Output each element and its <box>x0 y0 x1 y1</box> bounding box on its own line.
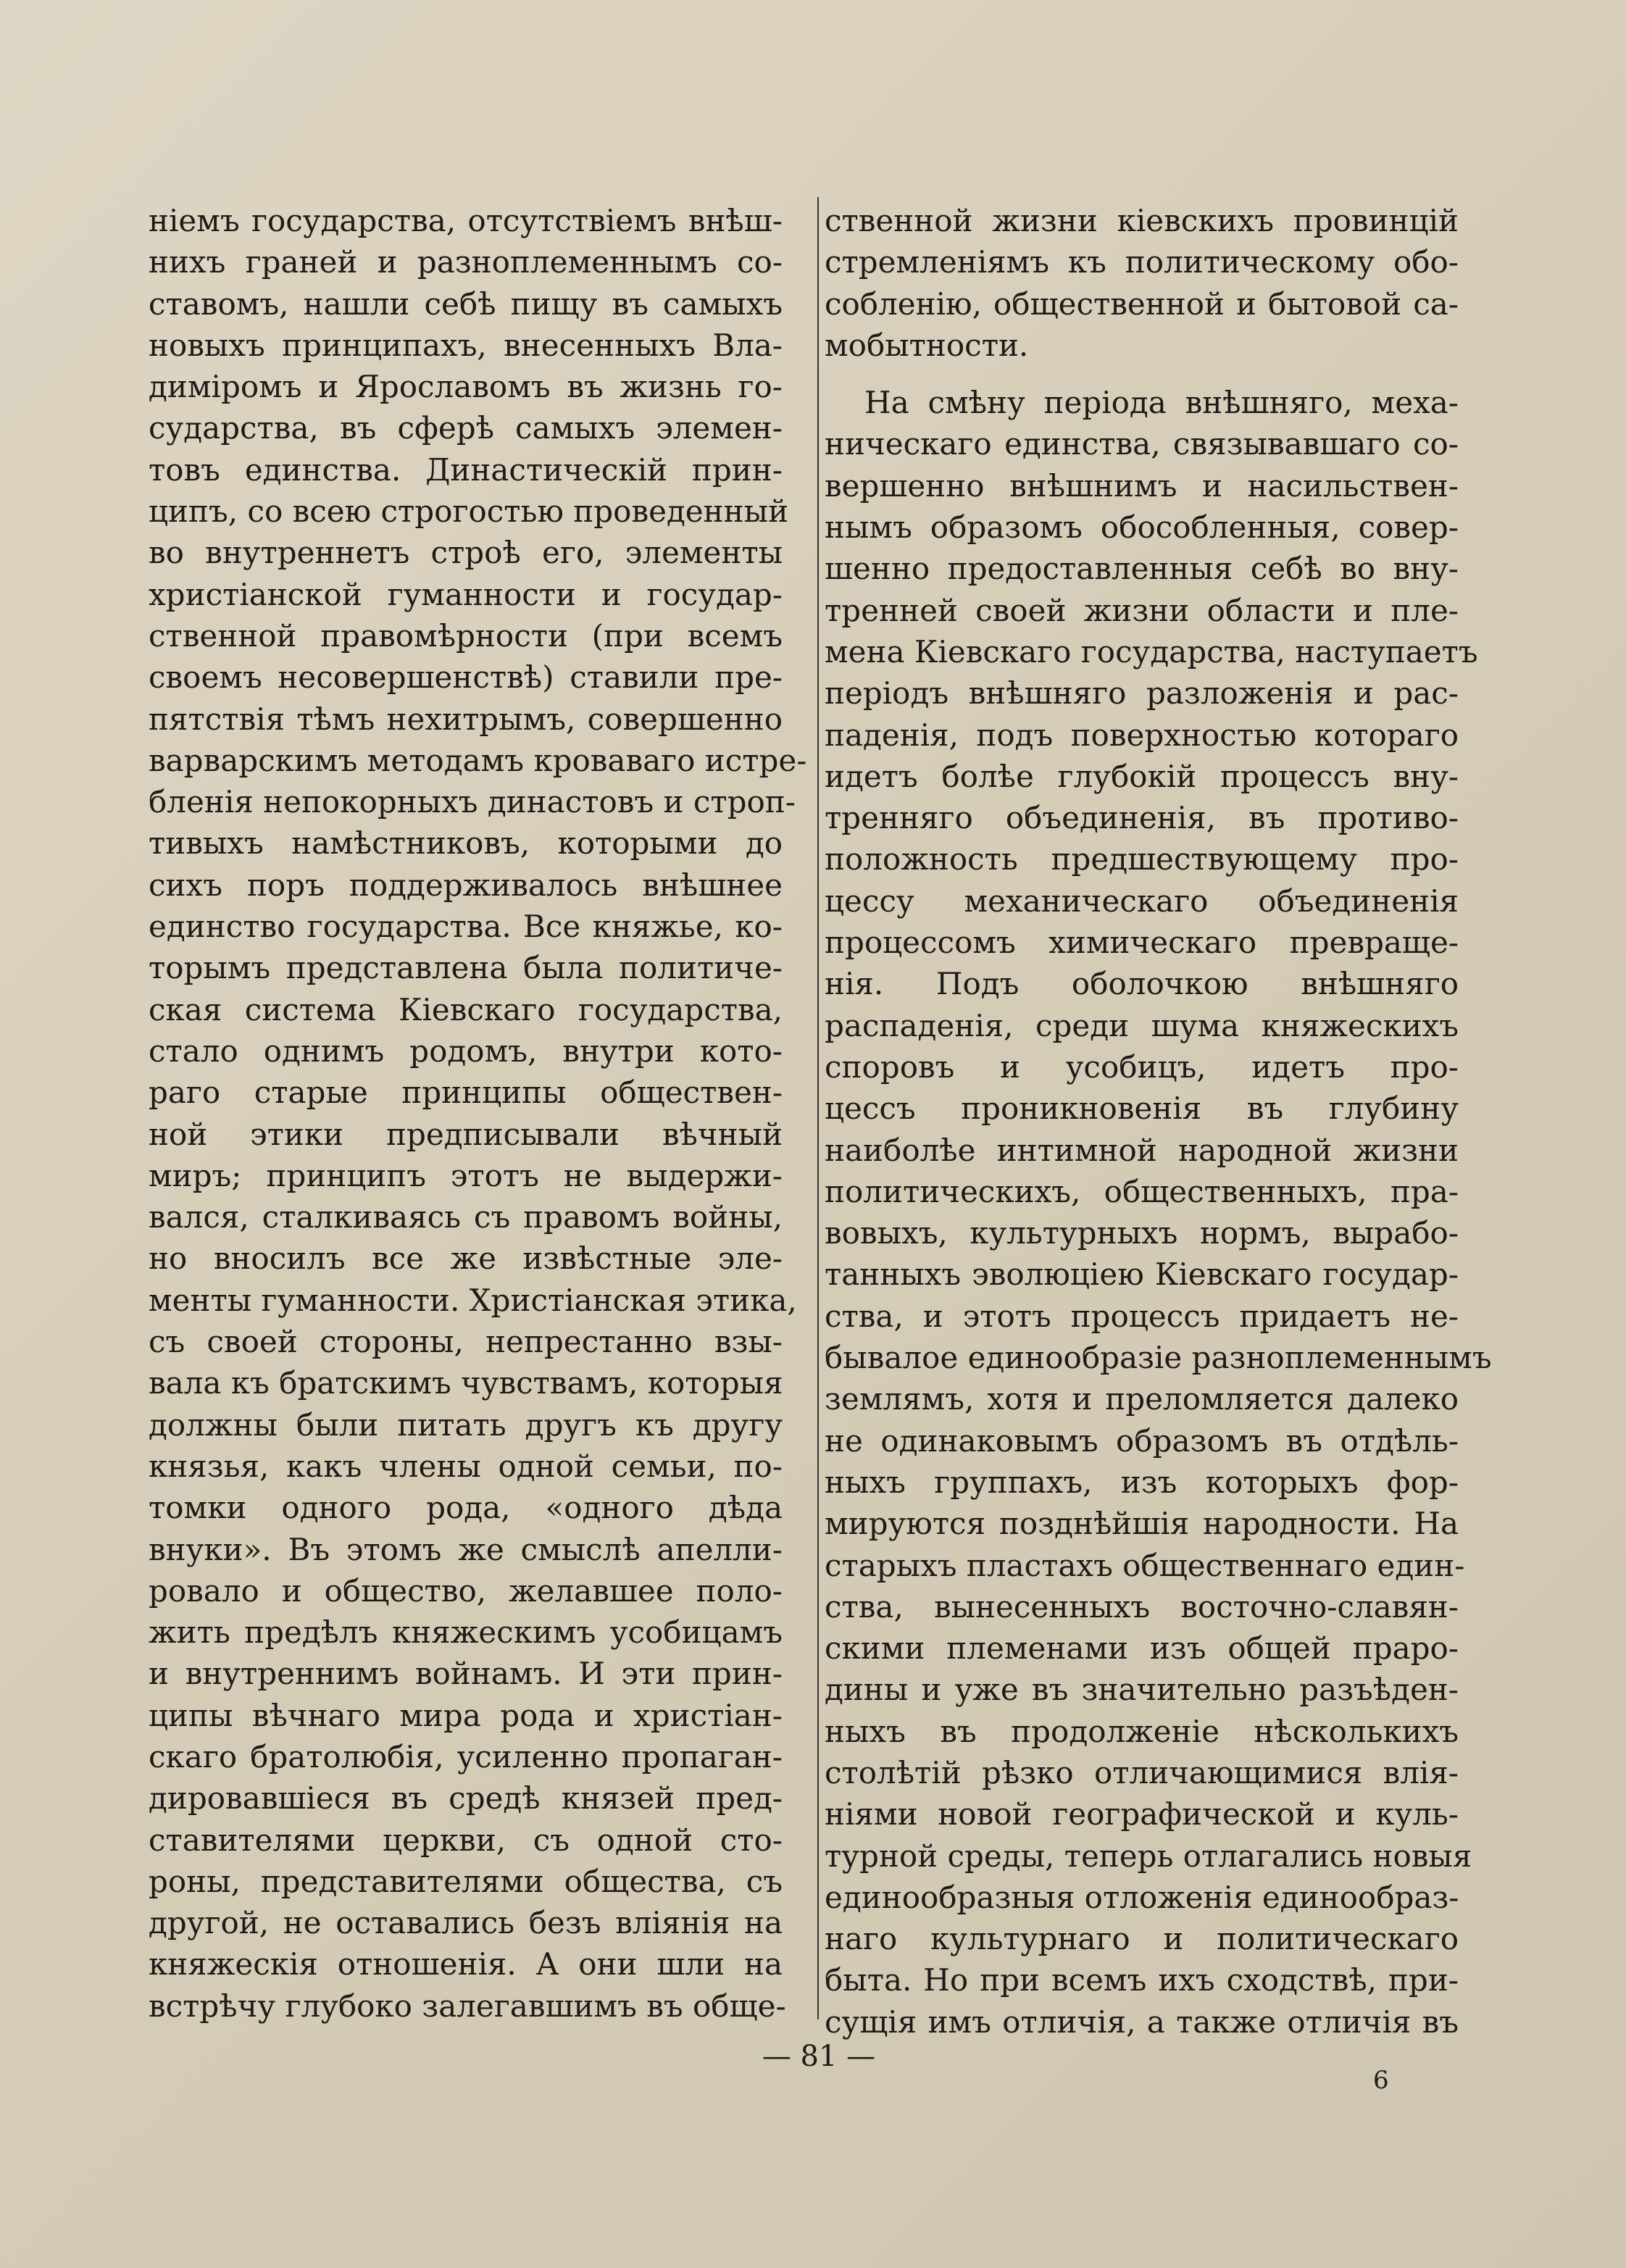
text-line: сударства, въ сферѣ самыхъ элемен- <box>149 410 783 446</box>
text-line: внуки». Въ этомъ же смыслѣ апелли- <box>149 1531 783 1567</box>
text-line: наго культурнаго и политическаго <box>825 1921 1459 1957</box>
text-line: положность предшествующему про- <box>825 841 1459 877</box>
text-line: идетъ болѣе глубокiй процессъ вну- <box>825 758 1459 794</box>
text-line: землямъ, хотя и преломляется далеко <box>825 1381 1459 1417</box>
text-line: нiями новой географической и куль- <box>825 1796 1459 1833</box>
page-number: — 81 — <box>762 2040 876 2073</box>
text-line: раго старые принципы обществен- <box>149 1075 783 1111</box>
text-line: вала къ братскимъ чувствамъ, которыя <box>149 1365 783 1401</box>
text-line: новыхъ принципахъ, внесенныхъ Вла- <box>149 327 783 363</box>
text-line: ныхъ въ продолженiе нѣсколькихъ <box>825 1713 1459 1749</box>
text-line: томки одного рода, «одного дѣда <box>149 1490 783 1526</box>
text-line: и внутреннимъ войнамъ. И эти прин- <box>149 1656 783 1692</box>
text-line: цессъ проникновенiя въ глубину <box>825 1091 1459 1127</box>
text-line: паденiя, подъ поверхностью котораго <box>825 717 1459 753</box>
text-line: ская система Кiевскаго государства, <box>149 991 783 1027</box>
text-line: единство государства. Все княжье, ко- <box>149 909 783 945</box>
text-line: мируются позднѣйшiя народности. На <box>825 1506 1459 1542</box>
text-line: распаденiя, среди шума княжескихъ <box>825 1007 1459 1043</box>
text-line: тивыхъ намѣстниковъ, которыми до <box>149 825 783 862</box>
text-line: наиболѣе интимной народной жизни <box>825 1132 1459 1168</box>
text-line: турной среды, теперь отлагались новыя <box>825 1838 1472 1874</box>
text-line: но вносилъ все же извѣстные эле- <box>149 1241 783 1277</box>
text-line: собленiю, общественной и бытовой са- <box>825 285 1459 322</box>
text-line: торымъ представлена была политиче- <box>149 950 783 986</box>
text-line: шенно предоставленныя себѣ во вну- <box>825 551 1459 587</box>
text-line: ническаго единства, связывавшаго со- <box>825 426 1459 462</box>
text-line: единообразныя отложенiя единообраз- <box>825 1879 1459 1915</box>
text-line: споровъ и усобицъ, идетъ про- <box>825 1048 1459 1085</box>
text-line: скими племенами изъ общей праро- <box>825 1630 1459 1667</box>
text-line: вершенно внѣшнимъ и насильствен- <box>825 467 1459 504</box>
text-line: вовыхъ, культурныхъ нормъ, вырабо- <box>825 1215 1459 1251</box>
text-line: мена Кiевскаго государства, наступаетъ <box>825 633 1478 670</box>
text-line: должны были питать другъ къ другу <box>149 1406 783 1443</box>
text-line: ной этики предписывали вѣчный <box>149 1116 783 1152</box>
text-line: своемъ несовершенствѣ) ставили пре- <box>149 659 783 696</box>
text-line: не одинаковымъ образомъ въ отдѣль- <box>825 1422 1459 1459</box>
text-line: тренняго объединенiя, въ противо- <box>825 800 1459 836</box>
text-line: нихъ граней и разноплеменнымъ со- <box>149 244 783 280</box>
text-line: бывалое единообразiе разноплеменнымъ <box>825 1340 1492 1376</box>
text-line: сихъ поръ поддерживалось внѣшнее <box>149 867 783 903</box>
text-line: христiанской гуманности и государ- <box>149 576 783 612</box>
text-line: ства, и этотъ процессъ придаетъ не- <box>825 1298 1459 1334</box>
text-line: цессу механическаго объединенiя <box>825 883 1459 919</box>
text-line: ставомъ, нашли себѣ пищу въ самыхъ <box>149 285 783 322</box>
text-line: перiодъ внѣшняго разложенiя и рас- <box>825 675 1459 712</box>
text-line: танныхъ эволюцiею Кiевскаго государ- <box>825 1256 1459 1293</box>
text-line: ципы вѣчнаго мира рода и христiан- <box>149 1697 783 1733</box>
text-line: скаго братолюбiя, усиленно пропаган- <box>149 1738 783 1775</box>
text-line: ства, вынесенныхъ восточно-славян- <box>825 1588 1459 1625</box>
text-line: во внутреннетъ строѣ его, элементы <box>149 535 783 571</box>
text-line: ныхъ группахъ, изъ которыхъ фор- <box>825 1464 1459 1500</box>
text-line: княжескiя отношенiя. А они шли на <box>149 1946 783 1983</box>
text-line: стало однимъ родомъ, внутри кото- <box>149 1033 783 1069</box>
text-line: политическихъ, общественныхъ, пра- <box>825 1173 1459 1209</box>
text-line: съ своей стороны, непрестанно взы- <box>149 1324 783 1360</box>
text-line: князья, какъ члены одной семьи, по- <box>149 1448 783 1484</box>
text-line: ставителями церкви, съ одной сто- <box>149 1822 783 1858</box>
text-line: дировавшiеся въ средѣ князей пред- <box>149 1780 783 1817</box>
text-line: ственной правомѣрности (при всемъ <box>149 617 783 654</box>
column-divider <box>817 197 819 2019</box>
text-line: тренней своей жизни области и пле- <box>825 592 1459 628</box>
text-line: другой, не оставались безъ влiянiя на <box>149 1905 783 1941</box>
text-line: вался, сталкиваясь съ правомъ войны, <box>149 1199 783 1235</box>
text-line: нiемъ государства, отсутствiемъ внѣш- <box>149 203 783 238</box>
text-line: стремленiямъ къ политическому обо- <box>825 244 1459 280</box>
text-line: жить предѣлъ княжескимъ усобицамъ <box>149 1614 783 1651</box>
text-line: миръ; принципъ этотъ не выдержи- <box>149 1157 783 1193</box>
text-line: мобытности. <box>825 327 1029 363</box>
text-line: процессомъ химическаго превраще- <box>825 925 1459 961</box>
text-line: димiромъ и Ярославомъ въ жизнь го- <box>149 369 783 405</box>
text-line: столѣтiй рѣзко отличающимися влiя- <box>825 1754 1459 1790</box>
right-column <box>825 200 1492 2043</box>
text-line: старыхъ пластахъ общественнаго един- <box>825 1547 1465 1583</box>
text-line: сущiя имъ отличiя, а также отличiя въ <box>825 2004 1459 2040</box>
text-line: товъ единства. Династическiй прин- <box>149 451 783 488</box>
text-line: дины и уже въ значительно разъѣден- <box>825 1672 1459 1708</box>
text-line: пятствiя тѣмъ нехитрымъ, совершенно <box>149 701 783 737</box>
text-line: бленiя непокорныхъ династовъ и строп- <box>149 784 796 820</box>
page-footer <box>0 2040 1626 2095</box>
paragraph-gap <box>825 366 1459 382</box>
text-line: ровало и общество, желавшее поло- <box>149 1572 783 1609</box>
text-line: менты гуманности. Христiанская этика, <box>149 1282 797 1318</box>
text-line: роны, представителями общества, съ <box>149 1863 783 1899</box>
left-column <box>149 200 807 2027</box>
text-line: нымъ образомъ обособленныя, совер- <box>825 509 1459 546</box>
text-line: быта. Но при всемъ ихъ сходствѣ, при- <box>825 1962 1459 1998</box>
text-line: На смѣну перiода внѣшняго, меха- <box>864 385 1459 421</box>
text-line: ственной жизни кiевскихъ провинцiй <box>825 203 1459 238</box>
signature-mark: 6 <box>1373 2066 1389 2095</box>
text-line: встрѣчу глубоко залегавшимъ въ обще- <box>149 1988 786 2024</box>
text-line: ципъ, со всею строгостью проведенный <box>149 493 789 530</box>
text-line: варварскимъ методамъ кроваваго истре- <box>149 742 807 778</box>
text-line: нiя. Подъ оболочкою внѣшняго <box>825 966 1459 1002</box>
